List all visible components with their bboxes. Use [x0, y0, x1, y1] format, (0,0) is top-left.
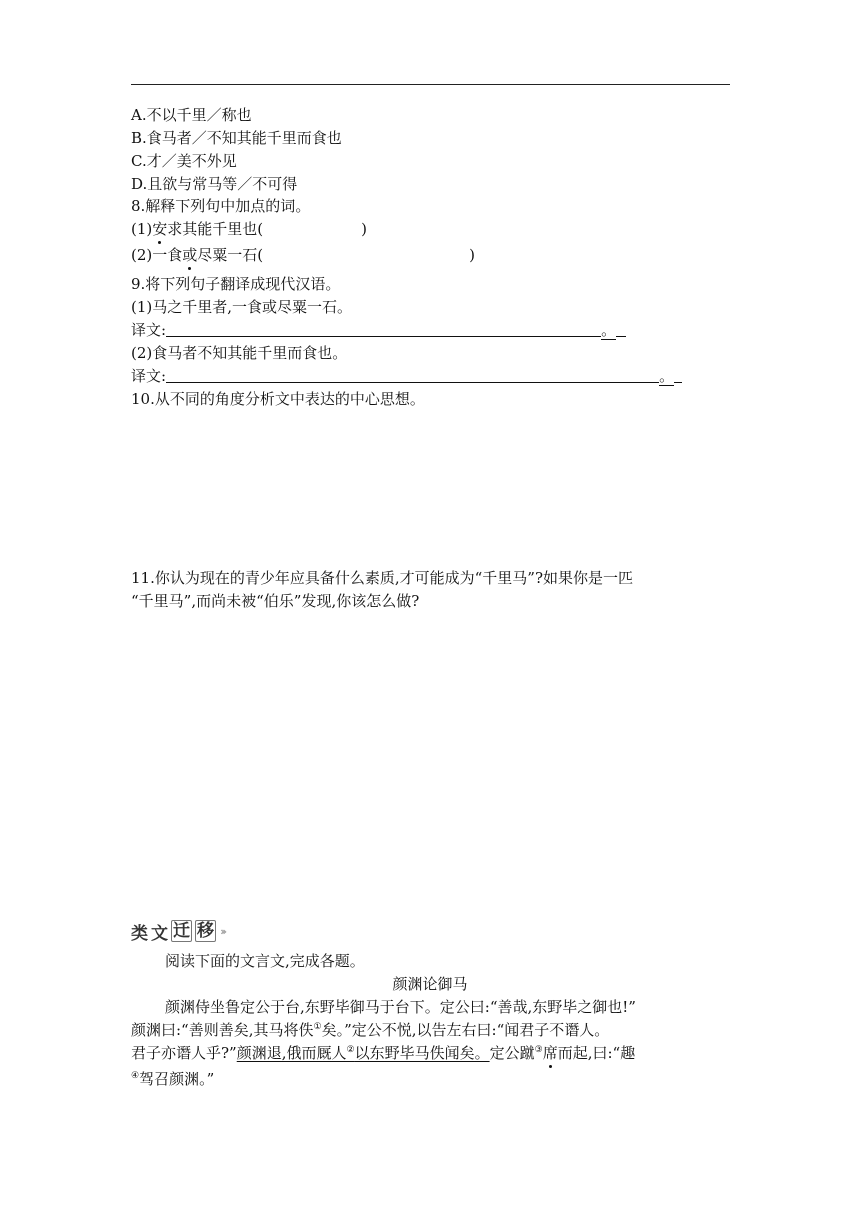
question-11-line-1: 11.你认为现在的青少年应具备什么素质,才可能成为“千里马”?如果你是一匹 [131, 569, 634, 587]
translation-period: 。 [601, 321, 617, 339]
passage-line-3 [131, 1042, 635, 1064]
option-b: B.食马者／不知其能千里而食也 [131, 129, 342, 147]
q8-1-dotted-word: 安 [152, 220, 168, 238]
translation-label: 译文: [131, 321, 167, 339]
translation-blank-1-tail [616, 335, 626, 337]
option-d: D.且欲与常马等／不可得 [131, 175, 298, 193]
question-8-prompt: 8.解释下列句中加点的词。 [131, 197, 311, 215]
question-8-item-2 [131, 244, 475, 266]
passage-title: 颜渊论御马 [392, 975, 468, 993]
passage-text: 定公蹴 [489, 1044, 535, 1062]
underlined-text: 颜渊退,俄而厩人 [236, 1044, 347, 1062]
translation-period: 。 [659, 367, 675, 385]
translation-blank-2[interactable] [166, 381, 659, 383]
translation-blank-1[interactable] [166, 335, 601, 337]
passage-text: 君子亦谮人乎?” [131, 1044, 237, 1062]
option-a: A.不以千里／称也 [131, 106, 252, 124]
footnote-marker: ② [346, 1045, 355, 1055]
question-8-item-1 [131, 218, 367, 240]
section-char-2: 文 [151, 923, 168, 944]
q8-2-prefix: (2)一食 [131, 246, 183, 264]
section-heading [131, 918, 224, 944]
question-9-prompt: 9.将下列句子翻译成现代汉语。 [131, 275, 341, 293]
underlined-text: 以东野毕马佚闻矣。 [354, 1044, 490, 1062]
footnote-marker: ① [313, 1022, 322, 1032]
reading-intro: 阅读下面的文言文,完成各题。 [165, 952, 365, 970]
question-10-answer-area[interactable] [131, 412, 730, 562]
footnote-marker: ③ [534, 1045, 543, 1055]
passage-line-2 [131, 1019, 609, 1041]
translation-blank-2-tail [674, 381, 682, 383]
footnote-marker: ④ [131, 1071, 140, 1081]
passage-text: 颜渊曰:“善则善矣,其马将佚 [131, 1021, 314, 1039]
passage-text: 驾召颜渊。” [139, 1070, 215, 1088]
q8-2-close: ) [469, 246, 475, 264]
passage-line-4 [131, 1068, 214, 1090]
question-9-answer-1 [131, 319, 626, 341]
question-9-answer-2 [131, 365, 682, 387]
header-rule [131, 84, 730, 85]
translation-label: 译文: [131, 367, 167, 385]
underlined-sentence [237, 1044, 490, 1062]
section-char-1: 类 [131, 923, 148, 944]
passage-line-1: 颜渊侍坐鲁定公于台,东野毕御马于台下。定公曰:“善哉,东野毕之御也!” [165, 998, 636, 1016]
q8-2-dotted-word: 或 [182, 246, 198, 264]
q8-1-text: 求其能千里也( [167, 220, 264, 238]
section-char-3: 迁 [173, 921, 190, 941]
passage-text: 而起,曰:“趣 [557, 1044, 636, 1062]
dotted-word: 席 [542, 1044, 558, 1062]
chevron-arrows-icon: ››› [220, 924, 225, 938]
option-c: C.才／美不外见 [131, 152, 237, 170]
question-10-prompt: 10.从不同的角度分析文中表达的中心思想。 [131, 390, 425, 408]
passage-text: 矣。”定公不悦,以告左右曰:“闻君子不谮人。 [321, 1021, 610, 1039]
question-9-sentence-2: (2)食马者不知其能千里而食也。 [131, 344, 348, 362]
question-11-answer-area[interactable] [131, 616, 730, 911]
question-9-sentence-1: (1)马之千里者,一食或尽粟一石。 [131, 298, 353, 316]
q8-1-close: ) [361, 220, 367, 238]
section-char-4: 移 [197, 921, 214, 941]
q8-2-text: 尽粟一石( [197, 246, 264, 264]
q8-1-prefix: (1) [131, 220, 153, 238]
question-11-line-2: “千里马”,而尚未被“伯乐”发现,你该怎么做? [131, 592, 420, 610]
